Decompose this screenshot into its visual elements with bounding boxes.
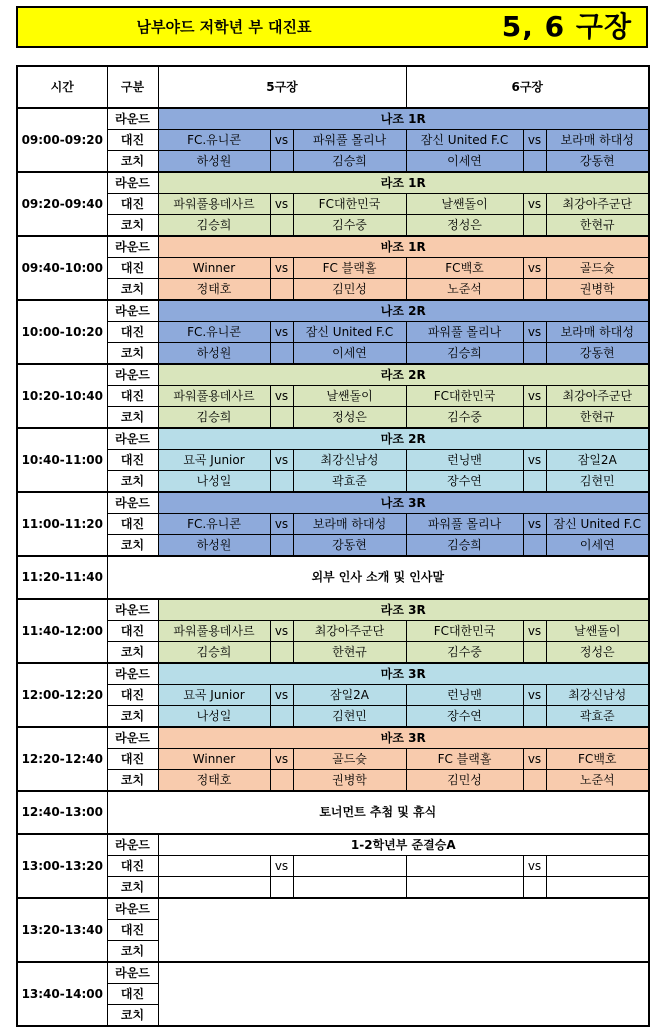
team-cell: 최강아주군단 bbox=[293, 621, 406, 642]
match-row bbox=[17, 749, 649, 770]
coach-spacer bbox=[523, 706, 546, 728]
blank-area bbox=[158, 962, 649, 1026]
coach-spacer bbox=[270, 471, 293, 493]
team-cell: 잠일2A bbox=[293, 685, 406, 706]
coach-cell: 강동현 bbox=[293, 535, 406, 557]
vs-label: vs bbox=[523, 386, 546, 407]
coach-cell: 노준석 bbox=[406, 279, 523, 301]
match-label: 대진 bbox=[107, 130, 158, 151]
time-slot: 10:40-11:00 bbox=[17, 428, 107, 492]
vs-label: vs bbox=[523, 130, 546, 151]
coach-cell: 김수중 bbox=[406, 407, 523, 429]
coach-row bbox=[17, 535, 649, 557]
header-division: 구분 bbox=[107, 66, 158, 108]
coach-cell: 곽효준 bbox=[546, 706, 649, 728]
time-slot: 13:40-14:00 bbox=[17, 962, 107, 1026]
coach-cell: 강동현 bbox=[546, 151, 649, 173]
round-name: 바조 3R bbox=[158, 727, 649, 749]
coach-cell bbox=[546, 877, 649, 899]
round-name: 라조 2R bbox=[158, 364, 649, 386]
round-name: 마조 2R bbox=[158, 428, 649, 450]
match-label: 대진 bbox=[107, 194, 158, 215]
round-row bbox=[17, 962, 649, 984]
team-cell: 보라매 하대성 bbox=[546, 130, 649, 151]
team-cell: 잠신 United F.C bbox=[406, 130, 523, 151]
coach-spacer bbox=[523, 642, 546, 664]
vs-label: vs bbox=[270, 514, 293, 535]
coach-label: 코치 bbox=[107, 770, 158, 792]
team-cell: FC.유니콘 bbox=[158, 322, 270, 343]
header-time: 시간 bbox=[17, 66, 107, 108]
coach-label: 코치 bbox=[107, 471, 158, 493]
vs-label: vs bbox=[523, 685, 546, 706]
vs-label: vs bbox=[270, 621, 293, 642]
vs-label: vs bbox=[270, 258, 293, 279]
vs-label: vs bbox=[523, 450, 546, 471]
event-row bbox=[17, 791, 649, 834]
team-cell: 보라매 하대성 bbox=[293, 514, 406, 535]
coach-label: 코치 bbox=[107, 215, 158, 237]
round-label: 라운드 bbox=[107, 663, 158, 685]
team-cell: 파워풀 몰리나 bbox=[293, 130, 406, 151]
round-row bbox=[17, 663, 649, 685]
vs-label: vs bbox=[270, 386, 293, 407]
team-cell: 골드슛 bbox=[546, 258, 649, 279]
time-slot: 11:40-12:00 bbox=[17, 599, 107, 663]
team-cell: 최강신남성 bbox=[293, 450, 406, 471]
match-row bbox=[17, 856, 649, 877]
match-label: 대진 bbox=[107, 685, 158, 706]
match-label: 대진 bbox=[107, 920, 158, 941]
coach-cell: 곽효준 bbox=[293, 471, 406, 493]
time-slot: 10:20-10:40 bbox=[17, 364, 107, 428]
team-cell: FC 블랙홀 bbox=[293, 258, 406, 279]
event-text: 토너먼트 추첨 및 휴식 bbox=[107, 791, 649, 834]
time-slot: 12:20-12:40 bbox=[17, 727, 107, 791]
coach-cell: 한현규 bbox=[546, 215, 649, 237]
match-label: 대진 bbox=[107, 514, 158, 535]
team-cell: FC백호 bbox=[406, 258, 523, 279]
round-name: 라조 3R bbox=[158, 599, 649, 621]
fields-label: 5, 6 구장 bbox=[501, 10, 632, 43]
coach-row bbox=[17, 215, 649, 237]
vs-label: vs bbox=[523, 322, 546, 343]
match-label: 대진 bbox=[107, 856, 158, 877]
round-label: 라운드 bbox=[107, 898, 158, 920]
team-cell: 잠일2A bbox=[546, 450, 649, 471]
team-cell bbox=[406, 856, 523, 877]
coach-cell: 김수중 bbox=[293, 215, 406, 237]
coach-cell: 이세연 bbox=[293, 343, 406, 365]
coach-cell: 하성원 bbox=[158, 151, 270, 173]
blank-area bbox=[158, 898, 649, 962]
coach-row bbox=[17, 642, 649, 664]
coach-cell: 한현규 bbox=[546, 407, 649, 429]
coach-spacer bbox=[523, 877, 546, 899]
coach-spacer bbox=[270, 407, 293, 429]
event-row bbox=[17, 556, 649, 599]
coach-label: 코치 bbox=[107, 279, 158, 301]
team-cell: 파워풀용데사르 bbox=[158, 621, 270, 642]
team-cell: 보라매 하대성 bbox=[546, 322, 649, 343]
time-slot: 11:20-11:40 bbox=[17, 556, 107, 599]
coach-row bbox=[17, 343, 649, 365]
coach-cell: 김승희 bbox=[158, 642, 270, 664]
team-cell: FC 블랙홀 bbox=[406, 749, 523, 770]
coach-row bbox=[17, 706, 649, 728]
coach-spacer bbox=[270, 279, 293, 301]
coach-cell: 하성원 bbox=[158, 343, 270, 365]
vs-label: vs bbox=[523, 621, 546, 642]
coach-spacer bbox=[270, 877, 293, 899]
round-label: 라운드 bbox=[107, 492, 158, 514]
coach-spacer bbox=[523, 215, 546, 237]
coach-cell: 김승희 bbox=[293, 151, 406, 173]
coach-label: 코치 bbox=[107, 535, 158, 557]
team-cell: 파워풀용데사르 bbox=[158, 194, 270, 215]
coach-spacer bbox=[270, 770, 293, 792]
vs-label: vs bbox=[270, 322, 293, 343]
team-cell: Winner bbox=[158, 749, 270, 770]
coach-cell: 한현규 bbox=[293, 642, 406, 664]
match-label: 대진 bbox=[107, 386, 158, 407]
vs-label: vs bbox=[523, 514, 546, 535]
team-cell: 날쌘돌이 bbox=[293, 386, 406, 407]
coach-cell: 정성은 bbox=[406, 215, 523, 237]
round-label: 라운드 bbox=[107, 172, 158, 194]
match-row bbox=[17, 194, 649, 215]
team-cell: 잠신 United F.C bbox=[293, 322, 406, 343]
coach-label: 코치 bbox=[107, 642, 158, 664]
coach-cell: 정성은 bbox=[546, 642, 649, 664]
vs-label: vs bbox=[523, 856, 546, 877]
coach-cell: 김승희 bbox=[406, 535, 523, 557]
coach-cell bbox=[406, 877, 523, 899]
vs-label: vs bbox=[523, 194, 546, 215]
coach-cell: 김승희 bbox=[158, 407, 270, 429]
coach-cell: 나성일 bbox=[158, 706, 270, 728]
coach-spacer bbox=[523, 770, 546, 792]
coach-label: 코치 bbox=[107, 1005, 158, 1027]
round-row bbox=[17, 898, 649, 920]
round-label: 라운드 bbox=[107, 962, 158, 984]
team-cell: FC대한민국 bbox=[293, 194, 406, 215]
team-cell: FC대한민국 bbox=[406, 621, 523, 642]
team-cell: FC백호 bbox=[546, 749, 649, 770]
time-slot: 09:20-09:40 bbox=[17, 172, 107, 236]
coach-spacer bbox=[523, 279, 546, 301]
team-cell: FC대한민국 bbox=[406, 386, 523, 407]
coach-spacer bbox=[523, 151, 546, 173]
schedule-table bbox=[16, 65, 650, 1027]
match-row bbox=[17, 621, 649, 642]
team-cell: 런닝맨 bbox=[406, 685, 523, 706]
coach-cell: 권병학 bbox=[546, 279, 649, 301]
team-cell: 잠신 United F.C bbox=[546, 514, 649, 535]
round-row bbox=[17, 599, 649, 621]
coach-cell bbox=[158, 877, 270, 899]
coach-spacer bbox=[523, 535, 546, 557]
team-cell: 골드슛 bbox=[293, 749, 406, 770]
coach-spacer bbox=[270, 151, 293, 173]
header-field5: 5구장 bbox=[158, 66, 406, 108]
match-label: 대진 bbox=[107, 749, 158, 770]
vs-label: vs bbox=[270, 749, 293, 770]
time-slot: 09:40-10:00 bbox=[17, 236, 107, 300]
team-cell: 묘곡 Junior bbox=[158, 685, 270, 706]
coach-label: 코치 bbox=[107, 706, 158, 728]
team-cell: 최강아주군단 bbox=[546, 386, 649, 407]
coach-cell: 김승희 bbox=[158, 215, 270, 237]
team-cell: 묘곡 Junior bbox=[158, 450, 270, 471]
vs-label: vs bbox=[270, 685, 293, 706]
title-banner bbox=[16, 6, 648, 48]
coach-cell: 하성원 bbox=[158, 535, 270, 557]
coach-cell: 이세연 bbox=[546, 535, 649, 557]
match-label: 대진 bbox=[107, 258, 158, 279]
page-title: 남부야드 저학년 부 대진표 bbox=[136, 18, 312, 36]
time-slot: 13:00-13:20 bbox=[17, 834, 107, 898]
vs-label: vs bbox=[523, 258, 546, 279]
vs-label: vs bbox=[523, 749, 546, 770]
coach-cell bbox=[293, 877, 406, 899]
coach-spacer bbox=[270, 706, 293, 728]
team-cell bbox=[158, 856, 270, 877]
round-name: 마조 3R bbox=[158, 663, 649, 685]
match-label: 대진 bbox=[107, 984, 158, 1005]
coach-label: 코치 bbox=[107, 343, 158, 365]
coach-spacer bbox=[270, 642, 293, 664]
round-name: 라조 1R bbox=[158, 172, 649, 194]
round-row bbox=[17, 727, 649, 749]
team-cell: 파워풀 몰리나 bbox=[406, 514, 523, 535]
round-label: 라운드 bbox=[107, 599, 158, 621]
round-row bbox=[17, 300, 649, 322]
time-slot: 12:40-13:00 bbox=[17, 791, 107, 834]
round-row bbox=[17, 428, 649, 450]
round-label: 라운드 bbox=[107, 236, 158, 258]
coach-cell: 정태호 bbox=[158, 279, 270, 301]
round-name: 1-2학년부 준결승A bbox=[158, 834, 649, 856]
team-cell bbox=[546, 856, 649, 877]
team-cell: 날쌘돌이 bbox=[546, 621, 649, 642]
round-row bbox=[17, 172, 649, 194]
coach-label: 코치 bbox=[107, 151, 158, 173]
round-label: 라운드 bbox=[107, 727, 158, 749]
match-label: 대진 bbox=[107, 450, 158, 471]
time-slot: 13:20-13:40 bbox=[17, 898, 107, 962]
match-row bbox=[17, 258, 649, 279]
team-cell: FC.유니콘 bbox=[158, 130, 270, 151]
coach-spacer bbox=[270, 215, 293, 237]
match-label: 대진 bbox=[107, 322, 158, 343]
team-cell: 날쌘돌이 bbox=[406, 194, 523, 215]
match-row bbox=[17, 386, 649, 407]
coach-spacer bbox=[523, 343, 546, 365]
team-cell: 최강신남성 bbox=[546, 685, 649, 706]
coach-label: 코치 bbox=[107, 941, 158, 963]
coach-spacer bbox=[270, 535, 293, 557]
time-slot: 09:00-09:20 bbox=[17, 108, 107, 172]
coach-label: 코치 bbox=[107, 407, 158, 429]
team-cell: Winner bbox=[158, 258, 270, 279]
coach-row bbox=[17, 151, 649, 173]
coach-cell: 김현민 bbox=[546, 471, 649, 493]
match-row bbox=[17, 514, 649, 535]
match-row bbox=[17, 130, 649, 151]
vs-label: vs bbox=[270, 194, 293, 215]
round-name: 나조 1R bbox=[158, 108, 649, 130]
team-cell: 파워풀 몰리나 bbox=[406, 322, 523, 343]
coach-spacer bbox=[523, 471, 546, 493]
coach-row bbox=[17, 770, 649, 792]
round-label: 라운드 bbox=[107, 300, 158, 322]
round-label: 라운드 bbox=[107, 428, 158, 450]
coach-cell: 장수연 bbox=[406, 471, 523, 493]
round-label: 라운드 bbox=[107, 364, 158, 386]
coach-cell: 권병학 bbox=[293, 770, 406, 792]
time-slot: 11:00-11:20 bbox=[17, 492, 107, 556]
header-row bbox=[17, 66, 649, 108]
coach-cell: 강동현 bbox=[546, 343, 649, 365]
round-row bbox=[17, 492, 649, 514]
vs-label: vs bbox=[270, 450, 293, 471]
coach-cell: 노준석 bbox=[546, 770, 649, 792]
round-label: 라운드 bbox=[107, 834, 158, 856]
coach-row bbox=[17, 877, 649, 899]
coach-label: 코치 bbox=[107, 877, 158, 899]
coach-cell: 김민성 bbox=[406, 770, 523, 792]
coach-row bbox=[17, 407, 649, 429]
round-name: 나조 2R bbox=[158, 300, 649, 322]
coach-cell: 김현민 bbox=[293, 706, 406, 728]
round-row bbox=[17, 108, 649, 130]
team-cell: 런닝맨 bbox=[406, 450, 523, 471]
team-cell: 최강아주군단 bbox=[546, 194, 649, 215]
round-row bbox=[17, 236, 649, 258]
header-field6: 6구장 bbox=[406, 66, 649, 108]
time-slot: 12:00-12:20 bbox=[17, 663, 107, 727]
team-cell: FC.유니콘 bbox=[158, 514, 270, 535]
event-text: 외부 인사 소개 및 인사말 bbox=[107, 556, 649, 599]
team-cell: 파워풀용데사르 bbox=[158, 386, 270, 407]
coach-cell: 김승희 bbox=[406, 343, 523, 365]
match-row bbox=[17, 685, 649, 706]
coach-cell: 김민성 bbox=[293, 279, 406, 301]
coach-cell: 정태호 bbox=[158, 770, 270, 792]
coach-cell: 장수연 bbox=[406, 706, 523, 728]
match-row bbox=[17, 450, 649, 471]
match-row bbox=[17, 322, 649, 343]
time-slot: 10:00-10:20 bbox=[17, 300, 107, 364]
match-label: 대진 bbox=[107, 621, 158, 642]
round-name: 나조 3R bbox=[158, 492, 649, 514]
coach-row bbox=[17, 279, 649, 301]
coach-cell: 이세연 bbox=[406, 151, 523, 173]
coach-cell: 김수중 bbox=[406, 642, 523, 664]
round-row bbox=[17, 364, 649, 386]
round-name: 바조 1R bbox=[158, 236, 649, 258]
coach-row bbox=[17, 471, 649, 493]
round-row bbox=[17, 834, 649, 856]
vs-label: vs bbox=[270, 856, 293, 877]
coach-spacer bbox=[270, 343, 293, 365]
team-cell bbox=[293, 856, 406, 877]
coach-cell: 나성일 bbox=[158, 471, 270, 493]
round-label: 라운드 bbox=[107, 108, 158, 130]
coach-cell: 정성은 bbox=[293, 407, 406, 429]
coach-spacer bbox=[523, 407, 546, 429]
vs-label: vs bbox=[270, 130, 293, 151]
